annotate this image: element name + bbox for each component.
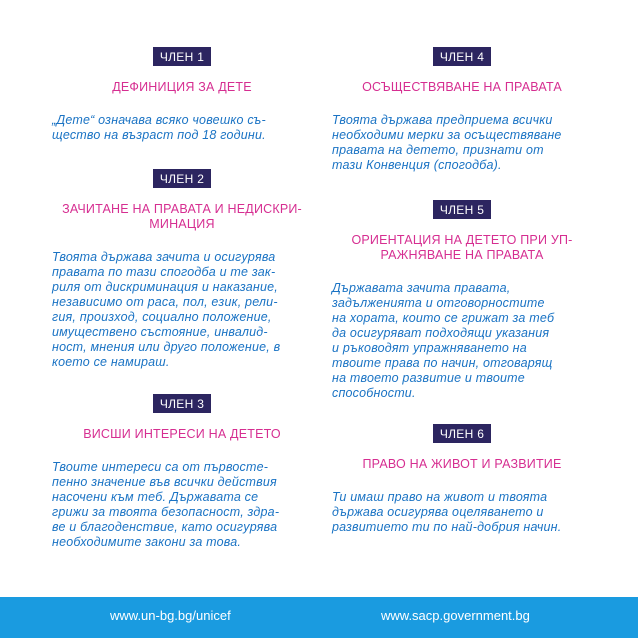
article-title [52, 427, 312, 442]
body-line: гия, произход, социално положение, [52, 310, 272, 324]
article-2 [52, 169, 312, 370]
body-line: и ръководят упражняването на [332, 341, 527, 355]
article-badge: ЧЛЕН 6 [433, 424, 491, 443]
body-line: насочени към теб. Държавата се [52, 490, 259, 504]
body-line: щество на възраст под 18 години. [52, 128, 266, 142]
body-line: на твоето развитие и твоите [332, 371, 525, 385]
body-line: задълженията и отговорностите [332, 296, 545, 310]
title-line: ВИСШИ ИНТЕРЕСИ НА ДЕТЕТО [83, 427, 281, 441]
article-badge: ЧЛЕН 1 [153, 47, 211, 66]
title-line: ОРИЕНТАЦИЯ НА ДЕТЕТО ПРИ УП- [351, 233, 573, 247]
article-title [52, 80, 312, 95]
body-line: способности. [332, 386, 416, 400]
body-line: необходими мерки за осъществяване [332, 128, 562, 142]
title-line: ОСЪЩЕСТВЯВАНЕ НА ПРАВАТА [362, 80, 562, 94]
body-line: правата по тази спогодба и те зак- [52, 265, 276, 279]
body-line: държава осигурява оцеляването и [332, 505, 544, 519]
article-body [52, 113, 312, 143]
article-badge: ЧЛЕН 5 [433, 200, 491, 219]
title-line: МИНАЦИЯ [149, 217, 215, 231]
article-body [52, 250, 312, 370]
body-line: пенно значение във всички действия [52, 475, 277, 489]
article-1 [52, 47, 312, 143]
title-line: ПРАВО НА ЖИВОТ И РАЗВИТИЕ [362, 457, 562, 471]
article-body [332, 281, 592, 401]
body-line: правата на детето, признати от [332, 143, 544, 157]
title-line: РАЖНЯВАНЕ НА ПРАВАТА [380, 248, 544, 262]
body-line: което се намираш. [52, 355, 170, 369]
unicef-link[interactable]: www.un-bg.bg/unicef [110, 608, 231, 623]
article-body [332, 113, 592, 173]
article-4 [332, 47, 592, 173]
body-line: риля от дискриминация и наказание, [52, 280, 278, 294]
body-line: Държавата зачита правата, [332, 281, 511, 295]
body-line: Ти имаш право на живот и твоята [332, 490, 548, 504]
body-line: необходимите закони за това. [52, 535, 242, 549]
article-body [52, 460, 312, 550]
article-3 [52, 394, 312, 550]
body-line: да осигуряват подходящи указания [332, 326, 550, 340]
article-body [332, 490, 592, 535]
body-line: на хората, които се грижат за теб [332, 311, 555, 325]
body-line: Твоята държава зачита и осигурява [52, 250, 276, 264]
footer-bar [0, 597, 638, 638]
body-line: имуществено състояние, инвалид- [52, 325, 268, 339]
article-5 [332, 200, 592, 401]
body-line: твоите права по начин, отговарящ [332, 356, 553, 370]
body-line: развитието ти по най-добрия начин. [332, 520, 562, 534]
article-badge: ЧЛЕН 3 [153, 394, 211, 413]
body-line: ве и благоденствие, като осигурява [52, 520, 278, 534]
article-title [332, 457, 592, 472]
article-badge: ЧЛЕН 4 [433, 47, 491, 66]
body-line: „Дете“ означава всяко човешко съ- [52, 113, 266, 127]
body-line: независимо от раса, пол, език, рели- [52, 295, 278, 309]
title-line: ЗАЧИТАНЕ НА ПРАВАТА И НЕДИСКРИ- [62, 202, 302, 216]
body-line: Твоята държава предприема всички [332, 113, 553, 127]
article-title [52, 202, 312, 232]
title-line: ДЕФИНИЦИЯ ЗА ДЕТЕ [112, 80, 252, 94]
article-badge: ЧЛЕН 2 [153, 169, 211, 188]
article-6 [332, 424, 592, 535]
sacp-link[interactable]: www.sacp.government.bg [381, 608, 530, 623]
body-line: ност, мнения или друго положение, в [52, 340, 281, 354]
article-title [332, 233, 592, 263]
body-line: тази Конвенция (спогодба). [332, 158, 502, 172]
body-line: Твоите интереси са от първосте- [52, 460, 269, 474]
article-title [332, 80, 592, 95]
body-line: грижи за твоята безопасност, здра- [52, 505, 280, 519]
